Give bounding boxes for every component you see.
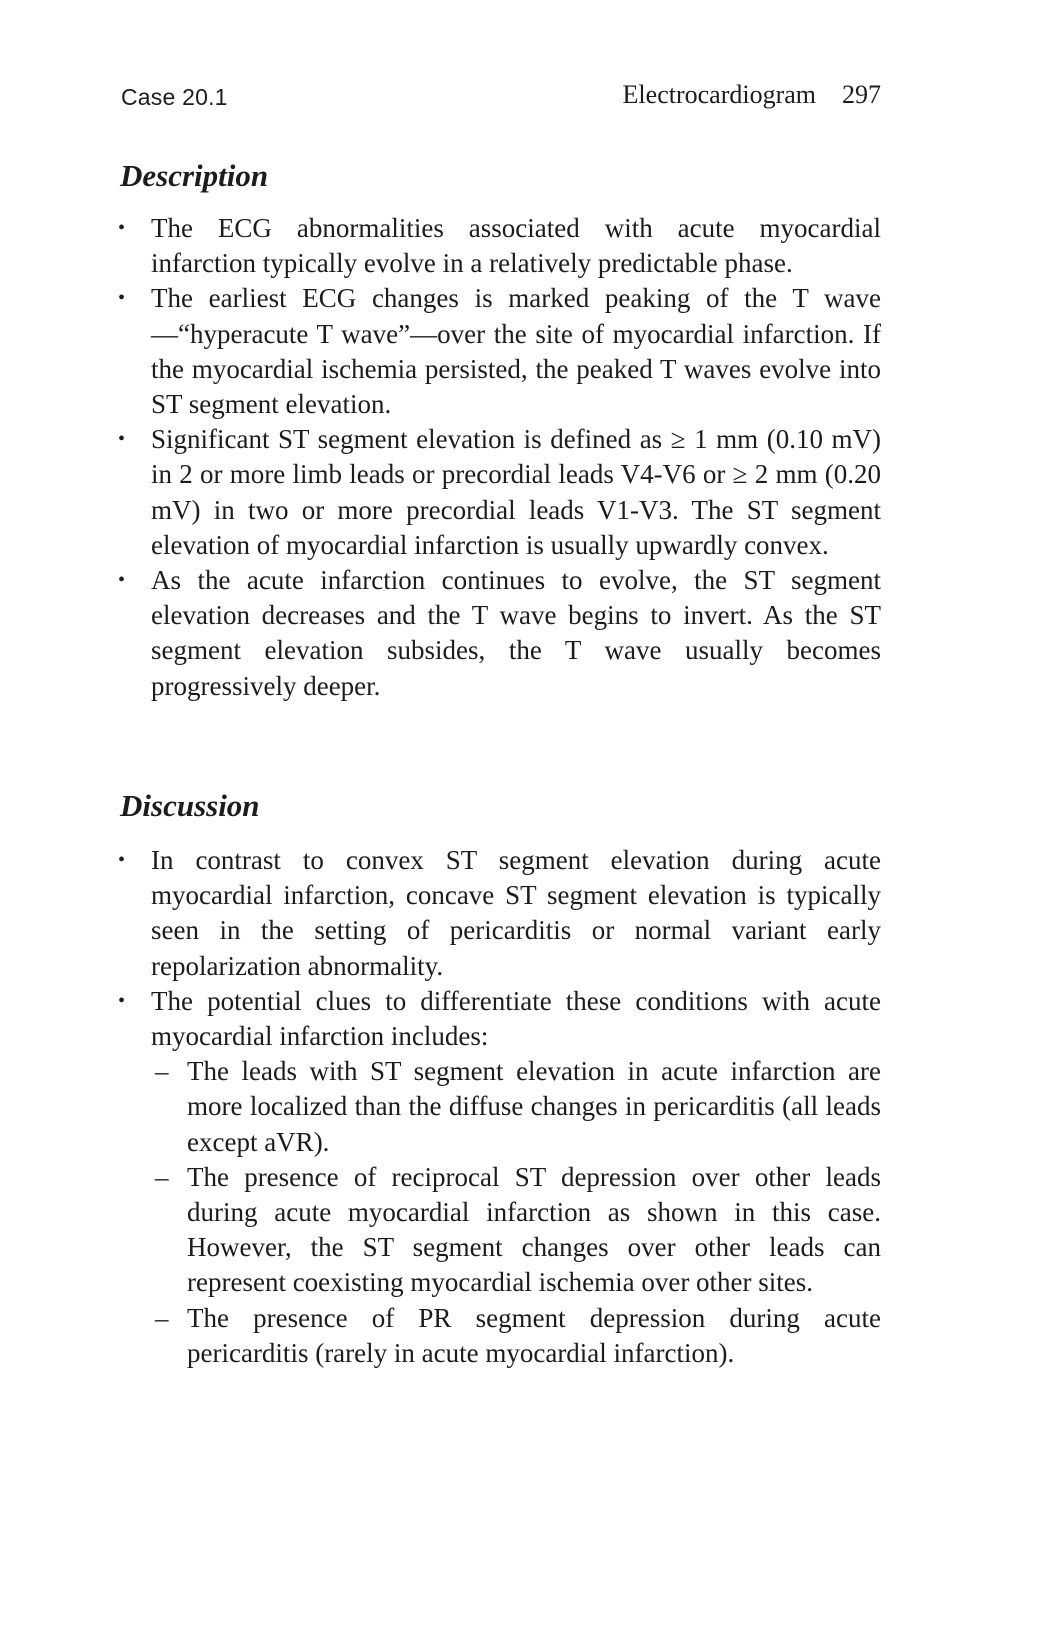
running-title [623,80,881,110]
description-bullet: • The earliest ECG changes is marked peaking of the T wave—“hyperacute T wave”—over the site of myocardial infarction. If the myocardial ischemia persisted, the peaked T waves evolve into ST segment elevation. [117,281,881,422]
description-bullet: • Significant ST segment elevation is defined as ≥ 1 mm (0.10 mV) in 2 or more limb leads or precordial leads V4-V6 or ≥ 2 mm (0.20 mV) in two or more precordial leads V1-V3. The ST segment elevation of myocardial infarction is usually upwardly convex. [117,422,881,563]
page-number: 297 [842,80,881,109]
discussion-bullet-list [117,843,881,1054]
description-bullet-list [117,211,881,704]
discussion-subitem: – The leads with ST segment elevation in acute infarction are more localized than the diffuse changes in pericarditis (all leads except aVR). [117,1054,881,1160]
discussion-section [117,843,881,1371]
description-bullet: • The ECG abnormalities associated with acute myocardial infarction typically evolve in a relatively predictable phase. [117,211,881,281]
discussion-subitem-list [117,1054,881,1371]
discussion-bullet: • In contrast to convex ST segment elevation during acute myocardial infarction, concave ST segment elevation is typically seen in the setting of pericarditis or normal variant early repolarization abnormality. [117,843,881,984]
description-heading: Description [120,158,269,193]
discussion-heading: Discussion [120,788,260,823]
discussion-subitem: – The presence of PR segment depression during acute pericarditis (rarely in acute myocardial infarction). [117,1301,881,1371]
discussion-bullet: • The potential clues to differentiate these conditions with acute myocardial infarction includes: [117,984,881,1054]
running-head [121,80,881,116]
description-bullet: • As the acute infarction continues to evolve, the ST segment elevation decreases and the T wave begins to invert. As the ST segment elevation subsides, the T wave usually becomes progressively deeper. [117,563,881,704]
chapter-title: Electrocardiogram [622,80,816,109]
discussion-subitem: – The presence of reciprocal ST depression over other leads during acute myocardial infarction as shown in this case. However, the ST segment changes over other leads can represent coexisting myocardial ischemia over other sites. [117,1160,881,1301]
case-label: Case 20.1 [121,84,228,110]
description-section [117,211,881,704]
